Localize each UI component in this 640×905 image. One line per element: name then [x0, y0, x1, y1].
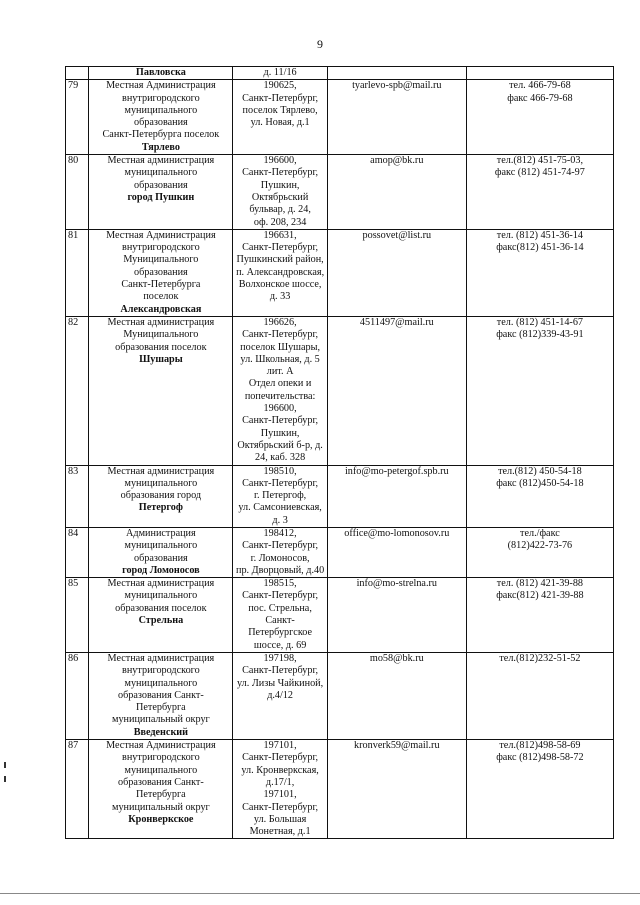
email-address: office@mo-lomonosov.ru [327, 527, 466, 577]
phone-fax-line: факс (812)339-43-91 [496, 329, 584, 341]
organization-name-line: Местная Администрация [106, 229, 216, 241]
organization-name-line: Муниципального [123, 329, 199, 341]
organization-name-line: Местная администрация [107, 578, 215, 590]
organization-name-line: Кронверкское [128, 813, 194, 825]
organization-name-line: муниципальный округ [112, 714, 210, 726]
scan-edge-line [0, 893, 640, 894]
postal-address-line: д. 3 [272, 514, 288, 526]
organization-name-line: образования поселок [115, 341, 207, 353]
phone-fax [466, 652, 613, 739]
postal-address-line: г. Ломоносов, [250, 552, 310, 564]
postal-address [233, 155, 327, 230]
postal-address-line: 196626, [263, 316, 297, 328]
postal-address-line: поселок Тярлево, [242, 104, 318, 116]
postal-address [233, 465, 327, 527]
phone-fax [466, 740, 613, 839]
postal-address-line: Октябрьский б-р, д. [237, 439, 323, 451]
organization-name-line: Стрельна [138, 615, 184, 627]
postal-address-line: Пушкинский район, [236, 254, 324, 266]
postal-address-line: оф. 208, 234 [253, 216, 307, 228]
postal-address-line: бульвар, д. 24, [249, 204, 311, 216]
postal-address-line: 198412, [263, 527, 297, 539]
organization-name-line: Александровская [120, 303, 202, 315]
row-number: 85 [66, 578, 89, 653]
phone-fax-line: факс(812) 421-39-88 [496, 590, 584, 602]
organization-name-line: муниципальный округ [112, 801, 210, 813]
page-number: 9 [317, 37, 323, 51]
postal-address-line: ул. Кронверкская, [241, 764, 319, 776]
row-number: 79 [66, 80, 89, 155]
phone-fax [466, 578, 613, 653]
postal-address [233, 527, 327, 577]
table-row [66, 229, 614, 316]
organization-name-line: Петербурга [136, 789, 186, 801]
organization-name-line: муниципального [124, 104, 198, 116]
postal-address [233, 67, 327, 80]
organization-name-line: город Ломоносов [122, 564, 200, 576]
organization-name-line: образования [134, 117, 188, 129]
organization-name-line: образования [134, 552, 188, 564]
postal-address-line: Санкт-Петербург, [242, 590, 319, 602]
email-address: mo58@bk.ru [327, 652, 466, 739]
organization-name-line: Местная администрация [107, 316, 215, 328]
phone-fax [466, 67, 613, 80]
postal-address-line: Санкт-Петербург, [242, 477, 319, 489]
table-body [66, 67, 614, 839]
organization-name-line: муниципального [124, 477, 198, 489]
postal-address [233, 652, 327, 739]
phone-fax [466, 80, 613, 155]
postal-address-line: д. 11/16 [263, 67, 297, 78]
table-row [66, 465, 614, 527]
postal-address-line: Пушкин, [260, 179, 300, 191]
table-row [66, 155, 614, 230]
phone-fax [466, 229, 613, 316]
row-number: 84 [66, 527, 89, 577]
organization-name-line: внутригородского [122, 242, 200, 254]
postal-address-line: Санкт-Петербург, [242, 92, 319, 104]
organization-name [89, 740, 233, 839]
row-number: 86 [66, 652, 89, 739]
organization-name [89, 67, 233, 80]
email-address: tyarlevo-spb@mail.ru [327, 80, 466, 155]
postal-address-line: Санкт-Петербург, [242, 415, 319, 427]
postal-address-line: Санкт-Петербург, [242, 329, 319, 341]
postal-address-line: Пушкин, [260, 427, 300, 439]
postal-address-line: Волхонское шоссе, [238, 279, 322, 291]
organization-name-line: Местная администрация [107, 652, 215, 664]
phone-fax-line: тел./факс [520, 527, 560, 539]
email-address: info@mo-strelna.ru [327, 578, 466, 653]
postal-address-line: 197101, [263, 789, 297, 801]
organization-name-line: внутригородского [122, 92, 200, 104]
organization-name-line: муниципального [124, 677, 198, 689]
postal-address [233, 229, 327, 316]
postal-address-line: Санкт-Петербург, [242, 665, 319, 677]
organization-name-line: Местная Администрация [106, 740, 216, 752]
postal-address-line: ул. Лизы Чайкиной, [237, 677, 324, 689]
postal-address [233, 578, 327, 653]
organization-name-line: поселок [143, 291, 179, 303]
email-address: kronverk59@mail.ru [327, 740, 466, 839]
row-number: 87 [66, 740, 89, 839]
phone-fax-line: тел.(812)232-51-52 [499, 652, 581, 664]
margin-mark [4, 776, 6, 782]
organization-name-line: Петербурга [136, 702, 186, 714]
postal-address [233, 80, 327, 155]
phone-fax-line: факс 466-79-68 [507, 92, 573, 104]
organization-name-line: образования [134, 266, 188, 278]
organization-name-line: Тярлево [141, 141, 180, 153]
organization-name-line: муниципального [124, 540, 198, 552]
postal-address-line: 24, каб. 328 [255, 452, 306, 464]
postal-address-line: Октябрьский [251, 191, 309, 203]
email-address: amop@bk.ru [327, 155, 466, 230]
organization-name-line: образования Санкт- [118, 689, 204, 701]
postal-address-line: Санкт-Петербург, [242, 801, 319, 813]
postal-address-line: Отдел опеки и [248, 378, 312, 390]
organization-name-line: муниципального [124, 590, 198, 602]
organization-name [89, 652, 233, 739]
phone-fax-line: (812)422-73-76 [507, 540, 573, 552]
organization-name-line: муниципального [124, 167, 198, 179]
organization-name [89, 527, 233, 577]
organization-name-line: муниципального [124, 764, 198, 776]
phone-fax [466, 316, 613, 465]
organization-name-line: Павловска [135, 67, 186, 78]
postal-address [233, 316, 327, 465]
phone-fax-line: тел. 466-79-68 [509, 80, 571, 92]
organization-name-line: Петергоф [138, 502, 183, 514]
postal-address-line: 196600, [263, 155, 297, 167]
row-number: 81 [66, 229, 89, 316]
phone-fax-line: тел.(812) 450-54-18 [498, 465, 582, 477]
phone-fax [466, 527, 613, 577]
table-row [66, 80, 614, 155]
postal-address-line: Санкт- [265, 615, 295, 627]
row-number: 82 [66, 316, 89, 465]
postal-address-line: ул. Большая [253, 813, 307, 825]
organization-name-line: Санкт-Петербурга поселок [102, 129, 220, 141]
organization-name [89, 465, 233, 527]
organization-name-line: внутригородского [122, 665, 200, 677]
phone-fax-line: тел. (812) 421-39-88 [496, 578, 584, 590]
organization-name-line: Санкт-Петербурга [121, 279, 201, 291]
organization-name-line: Муниципального [123, 254, 199, 266]
organization-name-line: образования Санкт- [118, 776, 204, 788]
postal-address-line: 196600, [263, 403, 297, 415]
phone-fax-line: факс (812)450-54-18 [496, 477, 584, 489]
postal-address-line: Санкт-Петербург, [242, 540, 319, 552]
organization-name-line: Шушары [139, 353, 183, 365]
organization-name [89, 229, 233, 316]
postal-address-line: пр. Дворцовый, д.40 [236, 564, 325, 576]
phone-fax-line: тел. (812) 451-14-67 [496, 316, 584, 328]
phone-fax [466, 155, 613, 230]
email-address: possovet@list.ru [327, 229, 466, 316]
phone-fax-line: тел. (812) 451-36-14 [496, 229, 584, 241]
postal-address-line: д.17/1, [265, 776, 295, 788]
postal-address-line: г. Петергоф, [253, 490, 307, 502]
organization-name-line: образования [134, 179, 188, 191]
phone-fax-line: тел.(812)498-58-69 [499, 740, 581, 752]
row-number [66, 67, 89, 80]
organization-name-line: Местная администрация [107, 465, 215, 477]
administrations-table [65, 66, 614, 839]
row-number: 83 [66, 465, 89, 527]
email-address: 4511497@mail.ru [327, 316, 466, 465]
email-address [327, 67, 466, 80]
margin-mark [4, 762, 6, 768]
postal-address-line: Санкт-Петербург, [242, 752, 319, 764]
postal-address-line: 190625, [263, 80, 297, 92]
postal-address-line: д. 33 [269, 291, 291, 303]
postal-address-line: 197101, [263, 740, 297, 752]
postal-address-line: ул. Новая, д.1 [250, 117, 310, 129]
organization-name-line: Местная Администрация [106, 80, 216, 92]
postal-address-line: Петербургское [248, 627, 313, 639]
postal-address-line: попечительства: [244, 390, 316, 402]
postal-address-line: ул. Самсониевская, [238, 502, 322, 514]
phone-fax-line: факс(812) 451-36-14 [496, 242, 584, 254]
organization-name-line: Введенский [133, 726, 189, 738]
postal-address-line: 196631, [263, 229, 297, 241]
organization-name-line: Местная администрация [107, 155, 215, 167]
organization-name [89, 80, 233, 155]
table-row [66, 652, 614, 739]
postal-address-line: Монетная, д.1 [249, 826, 311, 838]
organization-name-line: образования поселок [115, 602, 207, 614]
organization-name-line: Администрация [126, 527, 196, 539]
postal-address-line: ул. Школьная, д. 5 [240, 353, 320, 365]
table-row [66, 740, 614, 839]
table-row [66, 67, 614, 80]
postal-address-line: лит. А [266, 366, 294, 378]
postal-address-line: д.4/12 [267, 689, 294, 701]
phone-fax-line: факс (812) 451-74-97 [494, 167, 585, 179]
organization-name [89, 316, 233, 465]
row-number: 80 [66, 155, 89, 230]
postal-address-line: Санкт-Петербург, [242, 242, 319, 254]
phone-fax-line: тел.(812) 451-75-03, [496, 155, 584, 167]
table-row [66, 316, 614, 465]
postal-address-line: Санкт-Петербург, [242, 167, 319, 179]
organization-name [89, 578, 233, 653]
phone-fax [466, 465, 613, 527]
postal-address-line: 197198, [263, 652, 297, 664]
table-row [66, 527, 614, 577]
postal-address-line: 198515, [263, 578, 297, 590]
organization-name-line: город Пушкин [127, 191, 195, 203]
postal-address-line: шоссе, д. 69 [253, 639, 307, 651]
postal-address [233, 740, 327, 839]
organization-name-line: внутригородского [122, 752, 200, 764]
postal-address-line: 198510, [263, 465, 297, 477]
postal-address-line: п. Александровская, [236, 266, 325, 278]
organization-name [89, 155, 233, 230]
email-address: info@mo-petergof.spb.ru [327, 465, 466, 527]
postal-address-line: поселок Шушары, [240, 341, 321, 353]
phone-fax-line: факс (812)498-58-72 [496, 752, 584, 764]
table-row [66, 578, 614, 653]
postal-address-line: пос. Стрельна, [248, 602, 312, 614]
organization-name-line: образования город [120, 490, 202, 502]
